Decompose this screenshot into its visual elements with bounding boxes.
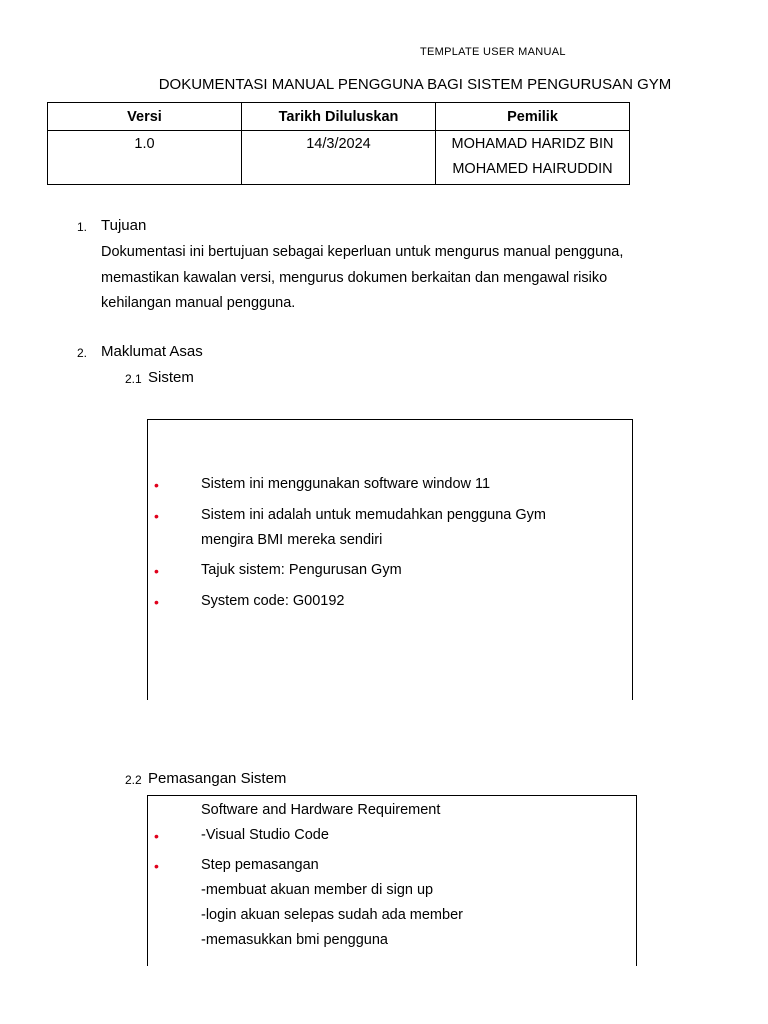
document-title: DOKUMENTASI MANUAL PENGGUNA BAGI SISTEM PENGURUSAN GYM xyxy=(158,76,672,93)
bullet-icon: • xyxy=(154,563,159,579)
section-2-heading: Maklumat Asas xyxy=(101,343,203,360)
paragraph-line: Dokumentasi ini bertujuan sebagai keperluan untuk mengurus manual pengguna, xyxy=(101,244,624,260)
section-1-heading: Tujuan xyxy=(101,217,147,234)
step-line: -membuat akuan member di sign up xyxy=(201,882,434,898)
list-item: -Visual Studio Code xyxy=(201,827,329,843)
bullet-icon: • xyxy=(154,508,159,524)
step-line: -memasukkan bmi pengguna xyxy=(201,932,388,948)
section-2-1-heading: Sistem xyxy=(148,369,194,386)
version-table-header-row xyxy=(48,103,630,131)
system-info-box xyxy=(147,419,633,700)
running-header-text: TEMPLATE USER MANUAL xyxy=(420,46,566,56)
header-pemilik: Pemilik xyxy=(436,103,630,131)
header-tarikh: Tarikh Diluluskan xyxy=(242,103,436,131)
table-row xyxy=(48,131,630,185)
running-header xyxy=(380,46,600,56)
owner-line: MOHAMED HAIRUDDIN xyxy=(452,161,613,177)
bullet-icon: • xyxy=(154,477,159,493)
section-1-number: 1. xyxy=(77,220,88,234)
installation-box xyxy=(147,795,637,966)
list-item: System code: G00192 xyxy=(201,593,345,609)
bullet-icon: • xyxy=(154,858,159,874)
cell-versi: 1.0 xyxy=(48,131,242,185)
list-item-continuation: mengira BMI mereka sendiri xyxy=(201,532,383,548)
bullet-icon: • xyxy=(154,828,159,844)
section-1-paragraph xyxy=(101,240,701,317)
paragraph-line: kehilangan manual pengguna. xyxy=(101,295,296,311)
header-versi: Versi xyxy=(48,103,242,131)
section-2-number: 2. xyxy=(77,346,88,360)
paragraph-line: memastikan kawalan versi, mengurus dokumen berkaitan dan mengawal risiko xyxy=(101,269,608,286)
list-item: Sistem ini menggunakan software window 11 xyxy=(201,476,491,492)
version-table xyxy=(47,102,630,185)
section-2-2-heading: Pemasangan Sistem xyxy=(148,770,287,787)
owner-line: MOHAMAD HARIDZ BIN xyxy=(451,136,614,152)
list-item: Tajuk sistem: Pengurusan Gym xyxy=(201,562,402,578)
requirement-heading: Software and Hardware Requirement xyxy=(201,802,441,818)
list-item: Sistem ini adalah untuk memudahkan pengguna Gym xyxy=(201,507,546,523)
section-2-1-number: 2.1 xyxy=(125,372,142,386)
list-item: Step pemasangan xyxy=(201,857,319,873)
cell-tarikh: 14/3/2024 xyxy=(242,131,436,185)
cell-pemilik xyxy=(436,131,630,185)
bullet-icon: • xyxy=(154,594,159,610)
section-2-2-number: 2.2 xyxy=(125,773,142,787)
step-line: -login akuan selepas sudah ada member xyxy=(201,907,463,923)
